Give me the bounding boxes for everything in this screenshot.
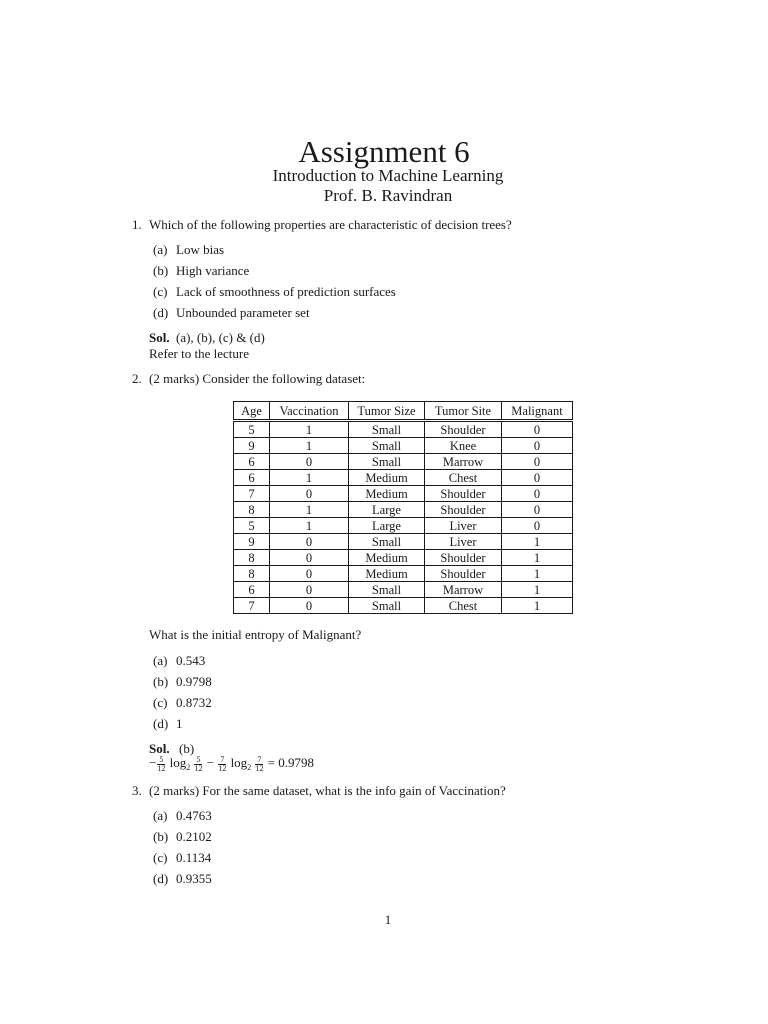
- table-cell: Small: [349, 438, 425, 454]
- table-cell: Shoulder: [425, 421, 502, 438]
- option-label: (b): [153, 263, 169, 278]
- table-cell: 0: [270, 454, 349, 470]
- question-number: 1.: [132, 217, 142, 232]
- fraction: $\frac{7}{12}$: [218, 754, 227, 773]
- option-text: 0.543: [176, 653, 206, 668]
- table-cell: 1: [502, 598, 573, 614]
- table-cell: 7: [234, 486, 270, 502]
- table-cell: 0: [502, 438, 573, 454]
- table-cell: 1: [270, 438, 349, 454]
- solution-answer: (a), (b), (c) & (d): [176, 330, 265, 345]
- option-text: 0.9798: [176, 674, 212, 689]
- option-label: (c): [153, 695, 168, 710]
- table-row: [234, 502, 573, 518]
- table-header-row: [234, 402, 573, 421]
- table-cell: Marrow: [425, 582, 502, 598]
- table-cell: Liver: [425, 518, 502, 534]
- column-header: Vaccination: [270, 402, 349, 421]
- log-operator: log: [230, 755, 248, 770]
- table-row: [234, 534, 573, 550]
- formula-result: = 0.9798: [267, 755, 315, 770]
- option-label: (a): [153, 242, 168, 257]
- option-text: High variance: [176, 263, 250, 278]
- table-cell: 6: [234, 470, 270, 486]
- table-cell: Small: [349, 421, 425, 438]
- table-cell: 0: [270, 486, 349, 502]
- table-cell: 5: [234, 421, 270, 438]
- table-row: [234, 598, 573, 614]
- log-operator: log: [169, 755, 187, 770]
- table-cell: Chest: [425, 470, 502, 486]
- option-label: (b): [153, 674, 169, 689]
- table-row: [234, 550, 573, 566]
- page-number: 1: [384, 912, 392, 927]
- option-text: 0.4763: [176, 808, 212, 823]
- table-cell: Liver: [425, 534, 502, 550]
- table-cell: 1: [502, 566, 573, 582]
- solution-answer: (b): [179, 741, 195, 756]
- option-label: (d): [153, 305, 169, 320]
- table-cell: 0: [270, 582, 349, 598]
- table-cell: Small: [349, 582, 425, 598]
- table-cell: Medium: [349, 550, 425, 566]
- table-cell: Large: [349, 518, 425, 534]
- table-cell: Medium: [349, 566, 425, 582]
- minus-sign: −: [149, 755, 157, 770]
- column-header: Age: [234, 402, 270, 421]
- table-row: [234, 470, 573, 486]
- dataset-table: [233, 401, 573, 614]
- option-text: 0.9355: [176, 871, 212, 886]
- table-cell: 1: [502, 534, 573, 550]
- table-cell: 1: [502, 582, 573, 598]
- table-cell: 1: [270, 470, 349, 486]
- table-cell: 0: [502, 421, 573, 438]
- table-cell: 0: [502, 486, 573, 502]
- table-cell: 6: [234, 454, 270, 470]
- option-label: (d): [153, 871, 169, 886]
- question-number: 3.: [132, 783, 142, 798]
- table-cell: 5: [234, 518, 270, 534]
- table-cell: 1: [270, 518, 349, 534]
- fraction: $\frac{5}{12}$: [157, 754, 166, 773]
- table-cell: 0: [270, 534, 349, 550]
- table-row: [234, 438, 573, 454]
- table-cell: Shoulder: [425, 550, 502, 566]
- table-cell: 0: [502, 470, 573, 486]
- table-cell: Small: [349, 454, 425, 470]
- table-cell: Marrow: [425, 454, 502, 470]
- option-text: 0.2102: [176, 829, 212, 844]
- table-cell: Large: [349, 502, 425, 518]
- column-header: Tumor Size: [349, 402, 425, 421]
- column-header: Malignant: [502, 402, 573, 421]
- option-text: Low bias: [176, 242, 225, 257]
- option-label: (d): [153, 716, 169, 731]
- question-number: 2.: [132, 371, 142, 386]
- instructor-name: Prof. B. Ravindran: [323, 186, 453, 205]
- table-row: [234, 454, 573, 470]
- minus-sign: −: [206, 755, 215, 770]
- option-label: (b): [153, 829, 169, 844]
- table-cell: Small: [349, 598, 425, 614]
- table-cell: Chest: [425, 598, 502, 614]
- table-row: [234, 582, 573, 598]
- table-cell: 1: [502, 550, 573, 566]
- table-cell: 6: [234, 582, 270, 598]
- table-cell: Shoulder: [425, 486, 502, 502]
- table-cell: 8: [234, 502, 270, 518]
- question-text: (2 marks) For the same dataset, what is the info gain of Vaccination?: [149, 783, 506, 798]
- table-row: [234, 486, 573, 502]
- table-row: [234, 518, 573, 534]
- fraction: $\frac{7}{12}$: [255, 754, 264, 773]
- course-name: Introduction to Machine Learning: [272, 166, 504, 185]
- option-text: 0.1134: [176, 850, 212, 865]
- table-cell: 0: [270, 598, 349, 614]
- table-cell: 1: [270, 421, 349, 438]
- option-label: (c): [153, 284, 168, 299]
- option-text: 0.8732: [176, 695, 212, 710]
- fraction: $\frac{5}{12}$: [194, 754, 203, 773]
- table-cell: 0: [270, 550, 349, 566]
- table-cell: Medium: [349, 470, 425, 486]
- table-cell: Medium: [349, 486, 425, 502]
- table-cell: 0: [502, 502, 573, 518]
- table-row: [234, 421, 573, 438]
- table-cell: Shoulder: [425, 502, 502, 518]
- table-cell: 1: [270, 502, 349, 518]
- option-label: (c): [153, 850, 168, 865]
- table-cell: 0: [270, 566, 349, 582]
- table-cell: 9: [234, 438, 270, 454]
- option-text: Lack of smoothness of prediction surfaces: [176, 284, 396, 299]
- solution-label: Sol.: [149, 741, 170, 756]
- option-label: (a): [153, 653, 168, 668]
- option-text: 1: [176, 716, 183, 731]
- entropy-formula: − $\frac{5}{12}$ $\log_2$ $\frac{5}{12}$ − $\frac{7}{12}$ $\log_2$ $\frac{7}{12}$ = 0.9798: [149, 754, 315, 773]
- option-label: (a): [153, 808, 168, 823]
- assignment-title: Assignment 6: [298, 134, 470, 169]
- table-cell: 9: [234, 534, 270, 550]
- table-cell: Shoulder: [425, 566, 502, 582]
- table-cell: 7: [234, 598, 270, 614]
- table-cell: Small: [349, 534, 425, 550]
- table-cell: Knee: [425, 438, 502, 454]
- table-cell: 8: [234, 550, 270, 566]
- entropy-question: What is the initial entropy of Malignant?: [149, 627, 362, 642]
- solution-note: Refer to the lecture: [149, 346, 249, 361]
- solution-label: Sol.: [149, 330, 170, 345]
- table-cell: 8: [234, 566, 270, 582]
- question-text: (2 marks) Consider the following dataset:: [149, 371, 366, 386]
- table-row: [234, 566, 573, 582]
- question-text: Which of the following properties are characteristic of decision trees?: [149, 217, 512, 232]
- column-header: Tumor Site: [425, 402, 502, 421]
- table-cell: 0: [502, 518, 573, 534]
- table-cell: 0: [502, 454, 573, 470]
- option-text: Unbounded parameter set: [176, 305, 310, 320]
